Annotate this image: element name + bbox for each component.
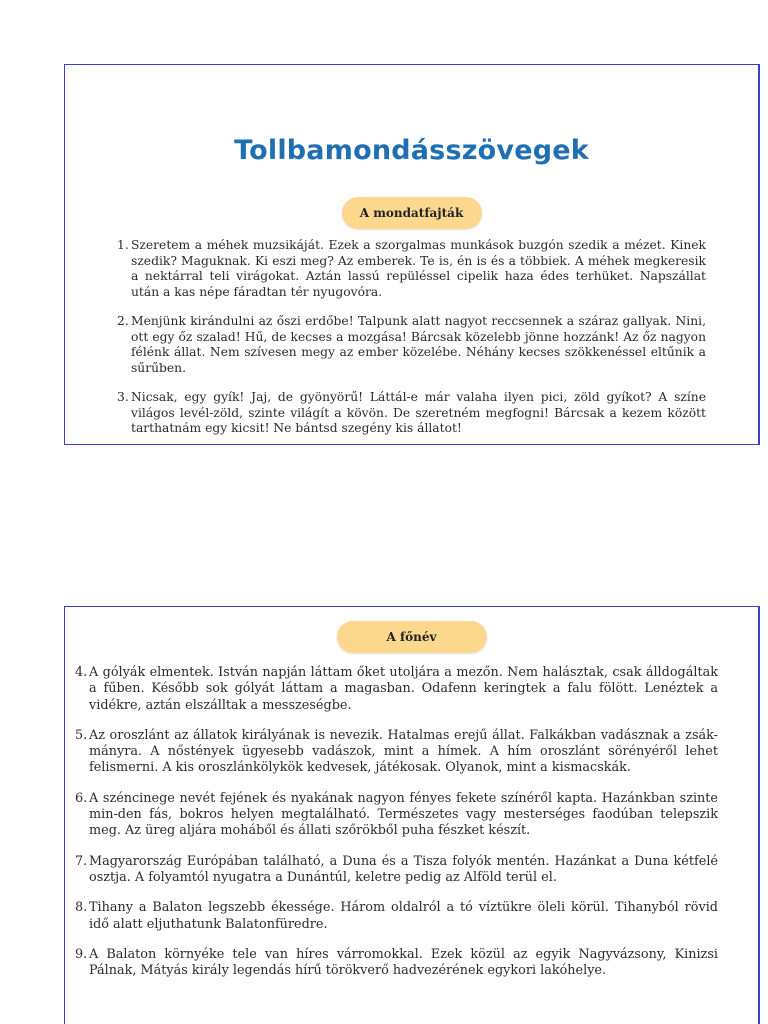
page-title: Tollbamondásszövegek [234,135,589,166]
item-number: 1. [117,238,129,252]
item-number: 3. [117,390,129,404]
item-text: Tihany a Balaton legszebb ékessége. Három oldalról a tó víztükre öleli körül. Tihanyból rövid idő alatt eljuthatunk Balatonfüredre. [89,900,718,932]
item-text: Szeretem a méhek muzsikáját. Ezek a szorgalmas munkások buzgón szedik a mézet. Kinek szedik? Maguknak. Ki eszi meg? Az emberek. Te is, én is és a többiek. A méhek megkeresik a nektárral teli virágokat. Aztán lassú repüléssel cipelik haza édes terhüket. Napszállat után a kas népe fáradtan tér nyugovóra. [131,238,706,299]
section-heading-fonev: A főnév [337,621,487,653]
page-frame-top [64,64,760,445]
item-text: Az oroszlánt az állatok királyának is nevezik. Hatalmas erejű állat. Falkákban vadásznak a zsák-mányra. A nőstények ügyesebb vadászok, mint a hímek. A hím oroszlánt sörényéről lehet felismerni. A kis oroszlánkölykök kedvesek, játékosak. Olyanok, mint a kismacskák. [89,727,718,776]
list-item [117,314,706,376]
list-item [117,390,706,437]
dictation-list-fonev [75,665,718,993]
page-frame-bottom [64,606,760,1024]
item-text: A széncinege nevét fejének és nyakának nagyon fényes fekete színéről kapta. Hazánkban szinte min-den fás, bokros helyen megtalálható. Természetes vagy mesterséges faodúban telepszik meg. Az üreg aljára moháből és állati szőrökből puha fészket készít. [89,790,718,839]
list-item [117,238,706,300]
list-item [75,854,718,887]
list-item [75,791,718,840]
item-text: A gólyák elmentek. István napján láttam őket utoljára a mezőn. Nem halásztak, csak álldogáltak a fűben. Később sok gólyát láttam a magasban. Odafenn keringtek a falu fölött. Lenéztek a vidékre, aztán elszálltak a messzeségbe. [89,665,718,713]
item-text: A Balaton környéke tele van híres várromokkal. Ezek közül az egyik Nagyvázsony, Kinizsi Pálnak, Mátyás király legendás hírű törökverő hadvezérének egykori lakóhelye. [89,946,718,979]
dictation-list-mondatfajtak [117,238,706,445]
item-number: 6. [75,790,88,806]
item-number: 7. [75,853,88,869]
section-heading-mondatfajtak: A mondatfajták [342,197,482,229]
item-text: Magyarország Európában található, a Duna és a Tisza folyók mentén. Hazánkat a Duna kétfelé osztja. A folyamtól nyugatra a Dunántúl, keletre pedig az Alföld terül el. [89,853,718,885]
list-item [75,728,718,777]
item-number: 4. [75,665,88,680]
item-number: 8. [75,900,88,916]
item-number: 5. [75,727,88,743]
item-text: Menjünk kirándulni az őszi erdőbe! Talpunk alatt nagyot reccsennek a száraz gallyak. Nini, ott egy őz szalad! Hű, de kecses a mozgása! Bárcsak közelebb jönne hozzánk! Az őz nagyon félénk állat. Nem szívesen megy az ember közelébe. Néhány kecses szökkenéssel eltűnik a sűrűben. [131,314,706,375]
list-item [75,947,718,980]
list-item [75,900,718,933]
item-text: Nicsak, egy gyík! Jaj, de gyönyörű! Láttál-e már valaha ilyen pici, zöld gyíkot? A színe világos levél-zöld, szinte világít a kövön. De szeretném megfogni! Bárcsak a kezem között tarthatnám egy kicsit! Ne bántsd szegény kis állatot! [131,390,706,435]
item-number: 9. [75,946,88,962]
list-item [75,665,718,714]
item-number: 2. [117,314,129,328]
